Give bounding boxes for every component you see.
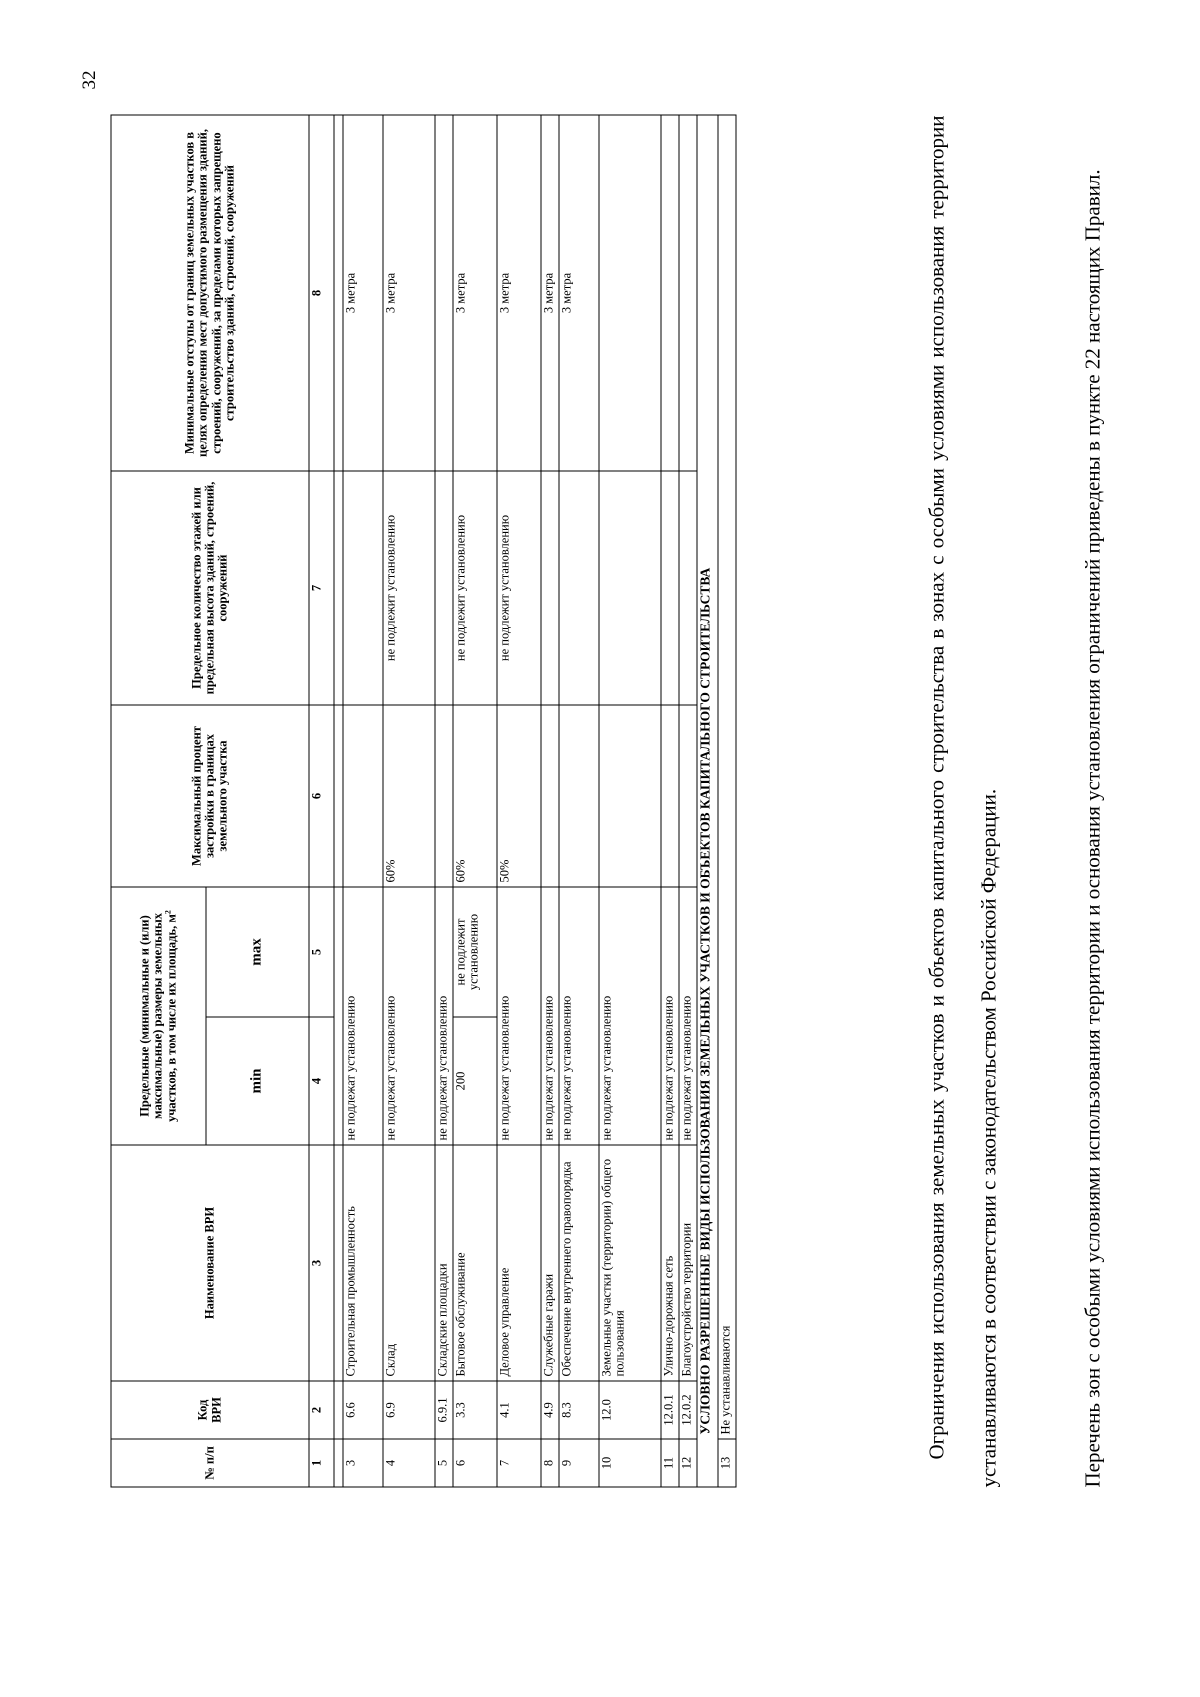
row-code: 8.3	[559, 1381, 599, 1439]
row-number: 4	[383, 1439, 435, 1487]
col-number: 1	[309, 1439, 334, 1487]
row-number: 6	[453, 1439, 497, 1487]
row-percent: 50%	[497, 705, 541, 887]
table-row	[343, 115, 383, 1487]
page-number: 32	[79, 70, 100, 90]
row-offset: 3 метра	[497, 115, 541, 471]
table-row	[383, 115, 435, 1487]
row-size: не подлежат установлению	[435, 887, 453, 1145]
row-size: не подлежат установлению	[599, 887, 661, 1145]
row-code: 6.6	[343, 1381, 383, 1439]
row-number: 10	[599, 1439, 661, 1487]
table-row	[718, 115, 736, 1487]
row-percent	[343, 705, 383, 887]
header-min: min	[206, 1017, 309, 1145]
row-floors	[599, 471, 661, 705]
row-name: Обеспечение внутреннего правопорядка	[559, 1145, 599, 1381]
header-code: Код ВРИ	[111, 1381, 309, 1439]
row-offset	[599, 115, 661, 471]
row-number: 5	[435, 1439, 453, 1487]
col-number: 6	[309, 705, 334, 887]
row-name: Склад	[383, 1145, 435, 1381]
row-floors	[343, 471, 383, 705]
header-number: № п/п	[111, 1439, 309, 1487]
col-number: 4	[309, 1017, 334, 1145]
section-heading: УСЛОВНО РАЗРЕШЕННЫЕ ВИДЫ ИСПОЛЬЗОВАНИЯ ЗЕМЕЛЬНЫХ УЧАСТКОВ И ОБЪЕКТОВ КАПИТАЛЬНОГО СТРОИТЕЛЬСТВА	[697, 115, 718, 1487]
row-size: не подлежат установлению	[497, 887, 541, 1145]
row-floors	[679, 471, 697, 705]
row-number: 8	[541, 1439, 559, 1487]
row-number: 11	[661, 1439, 679, 1487]
row-percent	[599, 705, 661, 887]
row-floors: не подлежит установлению	[497, 471, 541, 705]
row-code: 12.0	[599, 1381, 661, 1439]
row-number: 3	[343, 1439, 383, 1487]
table-row	[541, 115, 559, 1487]
header-max-percent: Максимальный процент застройки в границах земельного участка	[111, 705, 309, 887]
row-code: 4.1	[497, 1381, 541, 1439]
col-number: 3	[309, 1145, 334, 1381]
row-percent	[661, 705, 679, 887]
row-name: Деловое управление	[497, 1145, 541, 1381]
row-number: 12	[679, 1439, 697, 1487]
row-name: Земельные участки (территории) общего пользования	[599, 1145, 661, 1381]
row-percent	[435, 705, 453, 887]
table-row	[435, 115, 453, 1487]
column-number-row	[309, 115, 334, 1487]
row-number: 13	[718, 1439, 736, 1487]
row-percent: 60%	[383, 705, 435, 887]
col-number: 8	[309, 115, 334, 471]
row-size: не подлежат установлению	[679, 887, 697, 1145]
row-name: Складские площадки	[435, 1145, 453, 1381]
table-row	[559, 115, 599, 1487]
row-code: 6.9.1	[435, 1381, 453, 1439]
row-name: Строительная промышленность	[343, 1145, 383, 1381]
row-offset: 3 метра	[343, 115, 383, 471]
row-floors	[541, 471, 559, 705]
header-offsets: Минимальные отступы от границ земельных участков в целях определения мест допустимого размещения зданий, строений, сооружений, за пределами которых запрещено строительство зданий, строений, сооружений	[111, 115, 309, 471]
spacer-row	[334, 115, 343, 1487]
row-floors	[559, 471, 599, 705]
header-floors: Предельное количество этажей или предельная высота зданий, строений, сооружений	[111, 471, 309, 705]
row-offset: 3 метра	[559, 115, 599, 471]
col-number: 5	[309, 887, 334, 1017]
header-name: Наименование ВРИ	[111, 1145, 309, 1381]
restrictions-paragraph: Ограничения использования земельных участков и объектов капитального строительства в зонах с особыми условиями использования территории устанавливаются в соответствии с законодательством Российской Федерации.	[924, 115, 1000, 1487]
row-percent: 60%	[453, 705, 497, 887]
row-name: Служебные гаражи	[541, 1145, 559, 1381]
table-row	[453, 115, 497, 1487]
row-floors: не подлежит установлению	[383, 471, 435, 705]
row-offset	[679, 115, 697, 471]
header-row	[111, 115, 206, 1487]
row-offset	[661, 115, 679, 471]
zoning-table-wrapper	[110, 115, 736, 1487]
row-size: не подлежат установлению	[541, 887, 559, 1145]
row-offset: 3 метра	[541, 115, 559, 471]
table-row	[497, 115, 541, 1487]
row-code: 3.3	[453, 1381, 497, 1439]
row-percent	[559, 705, 599, 887]
zoning-parameters-table	[110, 114, 736, 1487]
row-size: не подлежат установлению	[559, 887, 599, 1145]
row-code: 6.9	[383, 1381, 435, 1439]
row-name: Благоустройство территории	[679, 1145, 697, 1381]
table-row	[661, 115, 679, 1487]
row-floors: не подлежит установлению	[453, 471, 497, 705]
row-offset: 3 метра	[453, 115, 497, 471]
row-size: не подлежат установлению	[383, 887, 435, 1145]
row-code: 12.0.1	[661, 1381, 679, 1439]
row-text: Не устанавливаются	[718, 115, 736, 1439]
row-offset: 3 метра	[383, 115, 435, 471]
row-max: не подлежит установлению	[453, 887, 497, 1017]
row-size: не подлежат установлению	[343, 887, 383, 1145]
row-offset	[435, 115, 453, 471]
row-name: Улично-дорожная сеть	[661, 1145, 679, 1381]
row-percent	[541, 705, 559, 887]
col-number: 7	[309, 471, 334, 705]
row-floors	[435, 471, 453, 705]
row-floors	[661, 471, 679, 705]
col-number: 2	[309, 1381, 334, 1439]
table-row	[679, 115, 697, 1487]
row-code: 12.0.2	[679, 1381, 697, 1439]
row-number: 9	[559, 1439, 599, 1487]
zones-list-paragraph: Перечень зон с особыми условиями использования территории и основания установления ограничений приведены в пункте 22 настоящих Правил.	[1080, 168, 1104, 1487]
table-row	[599, 115, 661, 1487]
row-percent	[679, 705, 697, 887]
row-number: 7	[497, 1439, 541, 1487]
row-name: Бытовое обслуживание	[453, 1145, 497, 1381]
section-heading-row	[697, 115, 718, 1487]
header-size-limits: Предельные (минимальные и (или) максимальные) размеры земельных участков, в том числе их площадь, $м^2$	[111, 887, 206, 1145]
row-size: не подлежат установлению	[661, 887, 679, 1145]
row-code: 4.9	[541, 1381, 559, 1439]
row-min: 200	[453, 1017, 497, 1145]
header-max: max	[206, 887, 309, 1017]
